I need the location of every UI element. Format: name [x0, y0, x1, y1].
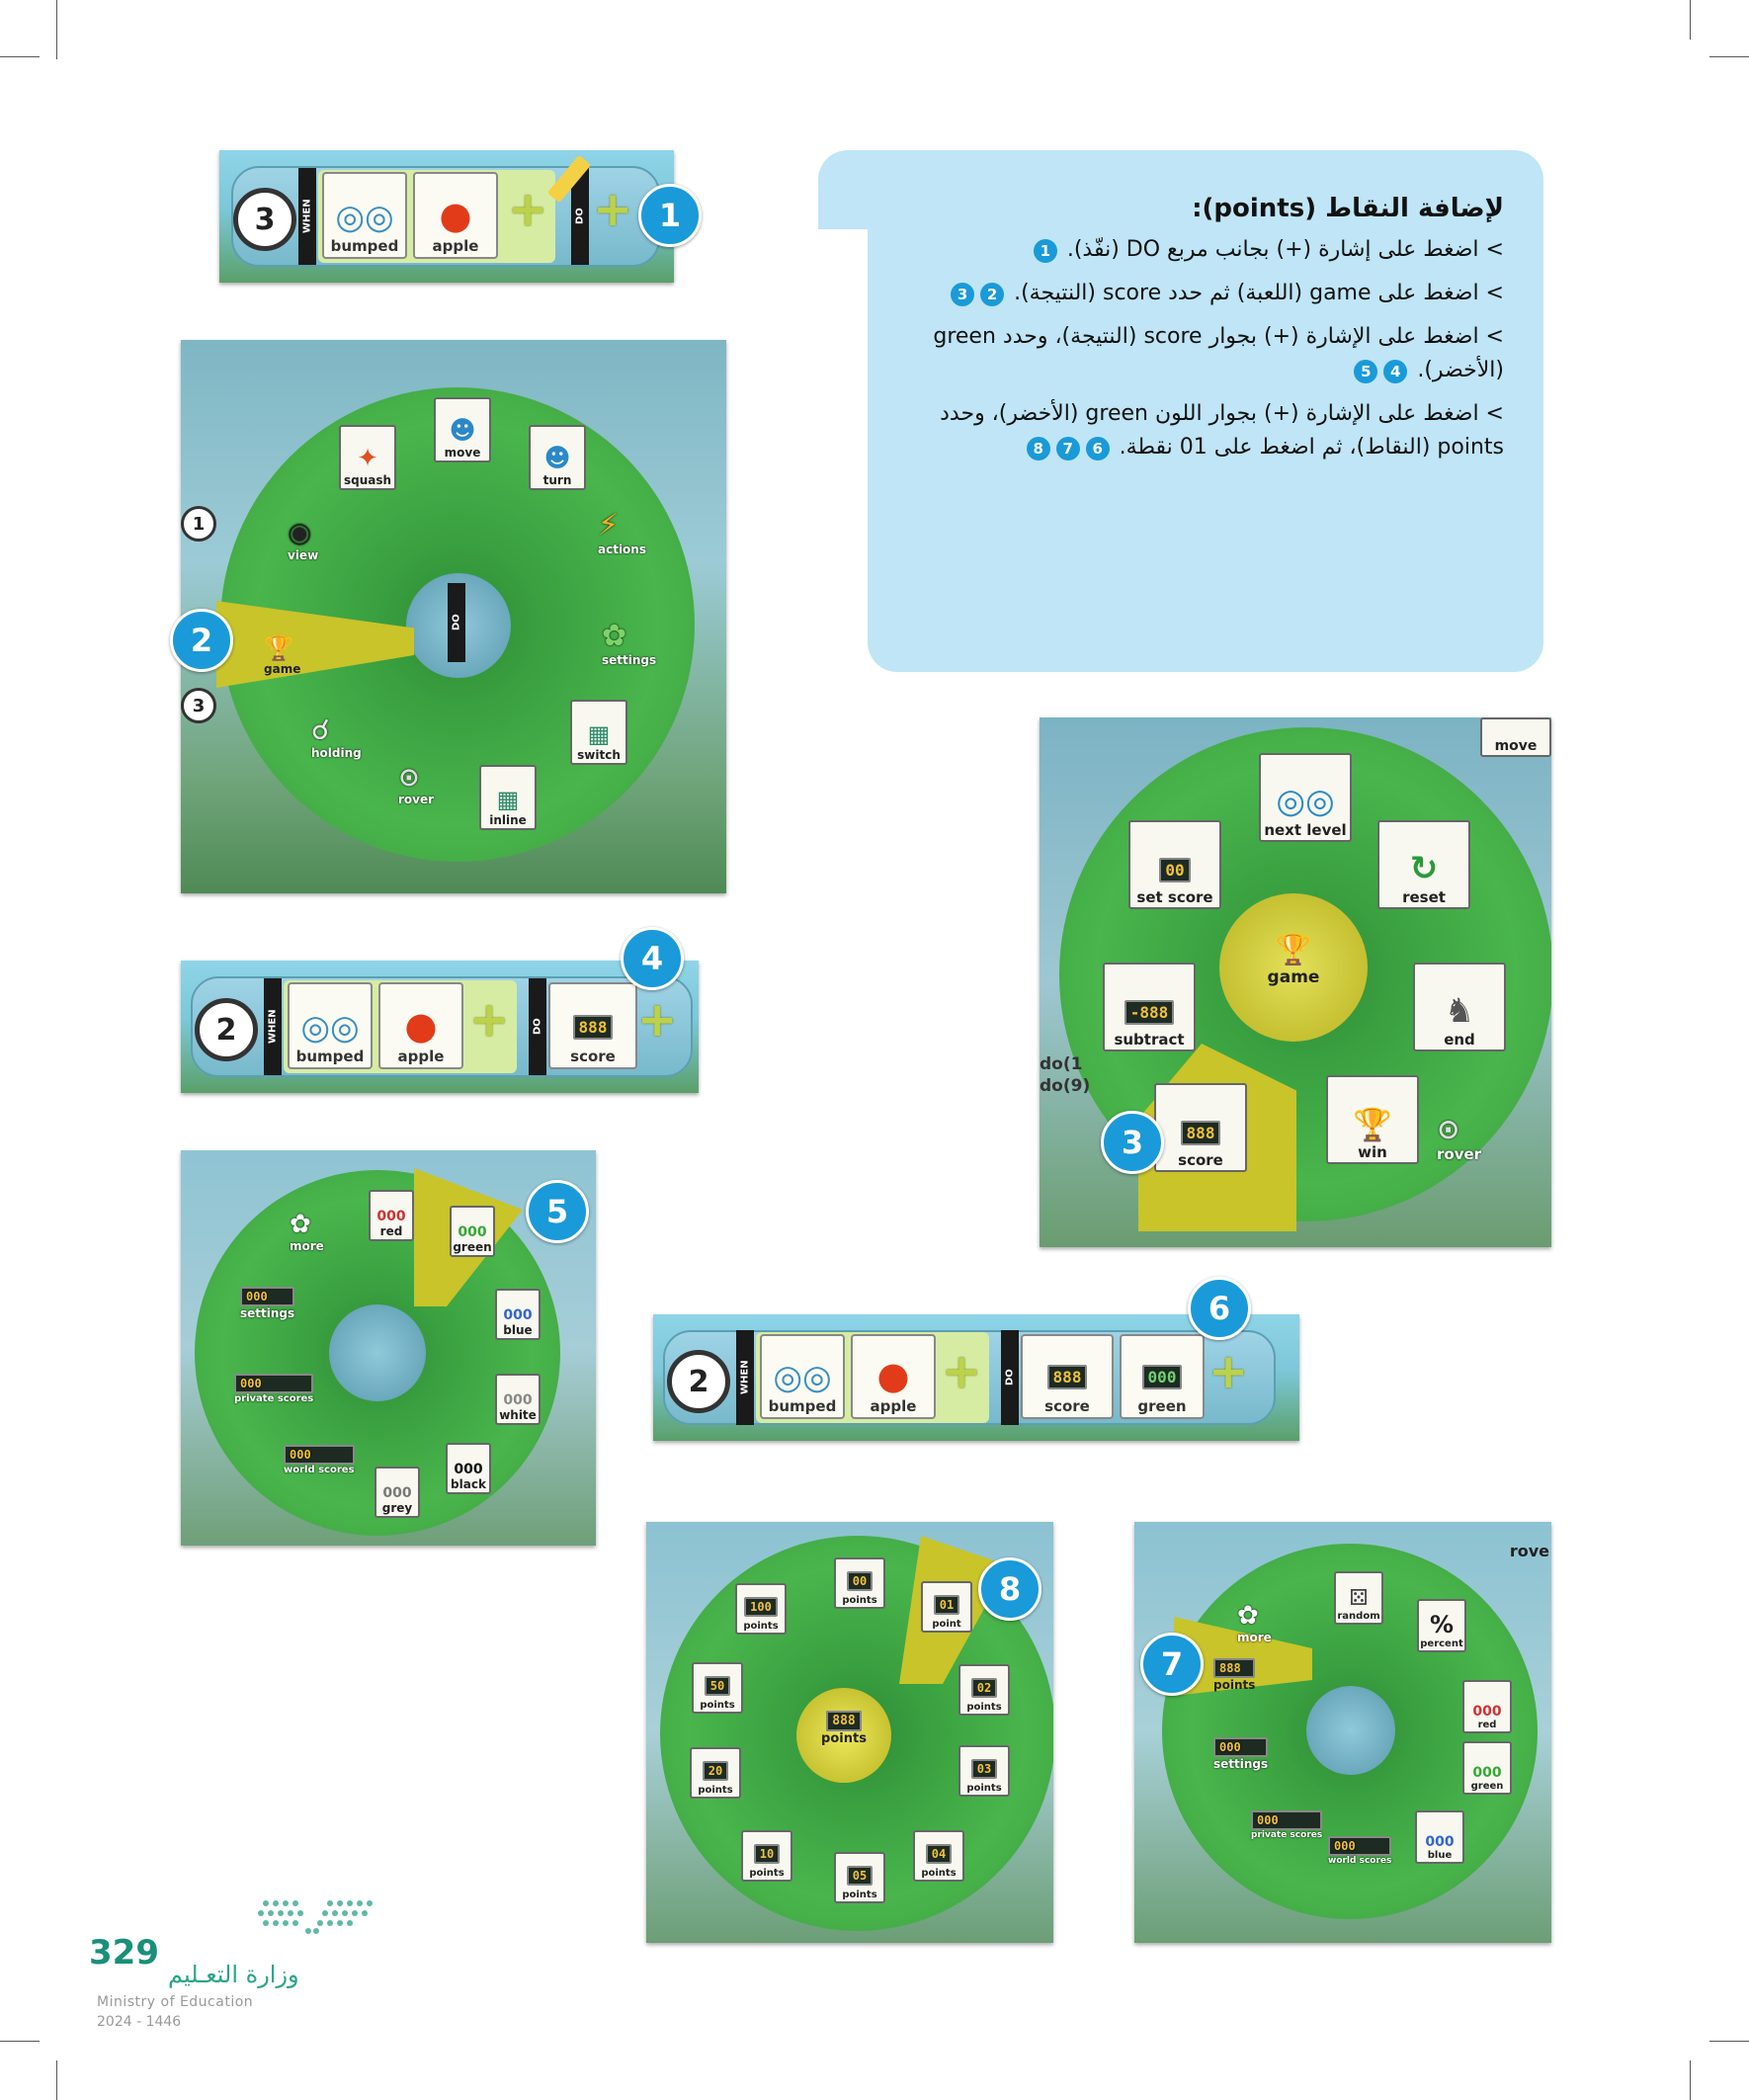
points-label: point [932, 1619, 961, 1630]
holding-item[interactable]: ☌ holding [311, 714, 362, 760]
blue-tile[interactable]: 000 blue [495, 1289, 541, 1340]
percent-tile[interactable]: % percent [1417, 1599, 1466, 1652]
points-tile[interactable] [834, 1557, 885, 1609]
crop-mark [0, 56, 40, 57]
apple-icon: ● [404, 1004, 438, 1048]
callout-6: 6 [1188, 1277, 1251, 1340]
do-add-icon[interactable]: + [1208, 1344, 1249, 1399]
black-tile[interactable]: 000 black [446, 1443, 491, 1494]
do-label: DO [1001, 1330, 1019, 1425]
subtract-tile[interactable]: -888 subtract [1103, 963, 1196, 1051]
points-tile[interactable] [741, 1830, 792, 1882]
callout-2: 2 [170, 609, 233, 672]
random-tile[interactable]: ⚄ random [1334, 1571, 1383, 1625]
points-tile[interactable] [735, 1583, 787, 1635]
ministry-english-name: Ministry of Education [97, 1994, 254, 2010]
crop-mark [1690, 2060, 1691, 2100]
apple-icon: ● [439, 194, 472, 237]
instruction-title: لإضافة النقاط (points): [1192, 194, 1504, 223]
when-label: WHEN [736, 1330, 754, 1425]
lcd-icon: 000 [1142, 1365, 1183, 1389]
settings-item[interactable]: 000 settings [240, 1287, 294, 1320]
points-label: points [921, 1868, 957, 1879]
points-tile[interactable] [921, 1581, 972, 1633]
lcd-icon: 888 [1047, 1365, 1088, 1389]
pie-center [329, 1304, 426, 1401]
points-lcd: 10 [754, 1844, 780, 1864]
rule-number: 2 [195, 998, 258, 1061]
when-add-icon[interactable]: + [942, 1344, 982, 1399]
instruction-step-4: > اضغط على الإشارة (+) بجوار اللون green (الأخضر)، وحدد points (النقاط)، ثم اضغط على 01 نقطة. 678 [940, 401, 1504, 461]
reset-tile[interactable]: ↻ reset [1377, 820, 1470, 909]
instruction-box [868, 150, 1543, 672]
instruction-step-1: > اضغط على إشارة (+) بجانب مربع DO (نفّذ). 1 [911, 233, 1504, 267]
set-score-tile[interactable]: 00 set score [1128, 820, 1221, 909]
bumped-tile[interactable]: ◎◎ bumped [760, 1334, 845, 1419]
points-lcd: 03 [971, 1759, 997, 1779]
more-item[interactable]: ✿ more [1237, 1601, 1272, 1644]
bumped-icon: ◎◎ [773, 1358, 832, 1397]
points-label: points [966, 1783, 1002, 1794]
settings-item[interactable]: 000 settings [1213, 1737, 1268, 1771]
callout-1: 1 [638, 184, 702, 247]
move-tile[interactable]: ☻ move [434, 397, 491, 462]
do-add-icon[interactable]: + [637, 992, 678, 1048]
points-lcd: 02 [971, 1678, 997, 1698]
crop-mark [56, 0, 57, 59]
when-label: WHEN [298, 168, 316, 265]
score-tile[interactable]: 888 score [1154, 1083, 1247, 1172]
points-lcd: 05 [847, 1866, 873, 1886]
points-label: points [842, 1890, 877, 1900]
center-do-label: DO [448, 583, 465, 662]
rule-bar-screenshot-1 [219, 150, 674, 283]
points-tile[interactable] [690, 1747, 741, 1799]
points-tile[interactable] [692, 1662, 743, 1714]
instruction-step-2: > اضغط على game (اللعبة) ثم حدد score (النتيجة). 23 [911, 277, 1504, 310]
callout-4: 4 [621, 927, 684, 990]
apple-icon: ● [876, 1354, 910, 1397]
side-rule-number: 3 [181, 688, 216, 723]
crop-mark [1709, 2041, 1749, 2042]
points-label: points [749, 1868, 785, 1879]
rule-bar-screenshot-2 [181, 961, 699, 1093]
actions-item[interactable]: ⚡ actions [598, 508, 646, 556]
more-item[interactable]: ✿ more [290, 1210, 324, 1253]
private-scores-item[interactable]: 000 private scores [234, 1374, 313, 1404]
side-code-text: do(1 do(9) [1040, 1054, 1091, 1097]
score-tile[interactable]: 888 score [548, 982, 637, 1069]
squash-tile[interactable]: ✦ squash [339, 425, 396, 490]
callout-5: 5 [526, 1180, 589, 1243]
points-label: points [842, 1595, 877, 1606]
lcd-icon: 888 [573, 1015, 614, 1040]
turn-tile[interactable]: ☻ turn [529, 425, 586, 490]
points-label: points [698, 1785, 733, 1796]
points-label: points [700, 1700, 735, 1711]
points-lcd: 50 [705, 1676, 730, 1696]
world-scores-item[interactable]: 000 world scores [284, 1445, 355, 1475]
center-points-button[interactable]: 888 points [796, 1688, 891, 1783]
settings-item[interactable]: ✿ settings [602, 619, 657, 667]
apple-tile[interactable]: ● apple [413, 172, 498, 259]
academic-year: 2024 - 1446 [97, 2014, 182, 2030]
pie-center [1306, 1686, 1395, 1775]
points-label: points [743, 1621, 779, 1632]
when-add-icon[interactable]: + [508, 182, 548, 237]
green-tile[interactable]: 000 green [1120, 1334, 1205, 1419]
score-tile[interactable]: 888 score [1021, 1334, 1114, 1419]
points-tile[interactable] [913, 1830, 964, 1882]
rover-label: rove [1509, 1542, 1549, 1560]
bumped-tile[interactable]: ◎◎ bumped [322, 172, 407, 259]
callout-7: 7 [1140, 1633, 1204, 1696]
white-tile[interactable]: 000 white [495, 1374, 541, 1425]
points-lcd: 100 [744, 1597, 778, 1617]
center-game-button[interactable]: 🏆 game [1219, 893, 1368, 1042]
crop-mark [1690, 0, 1691, 40]
green-tile[interactable]: 000 green [450, 1206, 495, 1257]
game-item[interactable]: 🏆 game [264, 634, 301, 676]
when-label: WHEN [264, 978, 282, 1075]
rover-item[interactable]: ⊙ rover [398, 763, 435, 806]
numbers-wheel-screenshot [1134, 1522, 1551, 1943]
callout-3: 3 [1101, 1111, 1164, 1174]
bumped-icon: ◎◎ [335, 198, 394, 237]
points-label: points [966, 1702, 1002, 1713]
actions-wheel-screenshot [181, 340, 726, 893]
grey-tile[interactable]: 000 grey [375, 1467, 420, 1518]
crop-mark [1709, 56, 1749, 57]
end-tile[interactable]: ♞ end [1413, 963, 1506, 1051]
trophy-icon: 🏆 [1275, 933, 1312, 967]
switch-tile[interactable]: ▦ switch [570, 700, 627, 765]
ministry-logo-icon [172, 1897, 409, 1941]
do-label: DO [529, 978, 546, 1075]
world-scores-item[interactable]: 000 world scores [1328, 1836, 1391, 1866]
next-level-tile[interactable]: ◎◎ next level [1259, 753, 1352, 842]
points-item[interactable]: 888 points [1213, 1658, 1255, 1692]
win-tile[interactable]: 🏆 win [1326, 1075, 1419, 1164]
points-tile[interactable] [958, 1745, 1010, 1797]
inline-tile[interactable]: ▦ inline [479, 765, 537, 830]
green-tile[interactable]: 000 green [1462, 1741, 1512, 1795]
when-add-icon[interactable]: + [469, 992, 510, 1048]
apple-tile[interactable]: ● apple [378, 982, 463, 1069]
page-number: 329 [89, 1933, 159, 1973]
side-rule-number: 1 [181, 506, 216, 542]
do-label: DO [571, 168, 589, 265]
apple-tile[interactable]: ● apple [851, 1334, 936, 1419]
points-tile[interactable] [958, 1664, 1010, 1716]
points-lcd: 00 [847, 1571, 873, 1591]
private-scores-item[interactable]: 000 private scores [1251, 1810, 1322, 1840]
callout-8: 8 [978, 1557, 1041, 1621]
bumped-tile[interactable]: ◎◎ bumped [288, 982, 373, 1069]
rule-number: 3 [233, 188, 296, 251]
crop-mark [0, 2041, 40, 2042]
red-tile[interactable]: 000 red [369, 1190, 414, 1241]
red-tile[interactable]: 000 red [1462, 1680, 1512, 1733]
ministry-arabic-name: وزارة التعـليم [168, 1961, 299, 1988]
move-tile[interactable]: move [1480, 717, 1551, 757]
instruction-step-3: > اضغط على الإشارة (+) بجوار score (النتيجة)، وحدد green (الأخضر). 45 [933, 324, 1504, 383]
crop-mark [56, 2060, 57, 2100]
bumped-icon: ◎◎ [300, 1008, 360, 1048]
view-item[interactable]: ◉ view [288, 516, 319, 562]
points-tile[interactable] [834, 1852, 885, 1903]
points-lcd: 04 [926, 1844, 952, 1864]
blue-tile[interactable]: 000 blue [1415, 1810, 1464, 1864]
points-lcd: 01 [934, 1595, 959, 1615]
do-add-icon[interactable]: + [593, 182, 633, 237]
rule-number: 2 [667, 1350, 730, 1413]
rover-item[interactable]: ⊙ rover [1437, 1113, 1482, 1163]
points-lcd: 20 [703, 1761, 728, 1781]
